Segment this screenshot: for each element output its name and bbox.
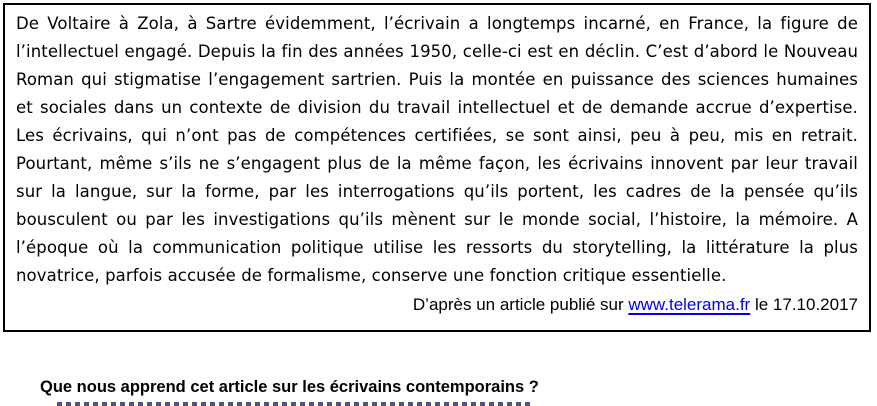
- attribution-suffix: le 17.10.2017: [750, 295, 858, 314]
- attribution-line: [16, 292, 858, 318]
- question-text: Que nous apprend cet article sur les écrivains contemporains ?: [40, 378, 539, 396]
- article-paragraph: De Voltaire à Zola, à Sartre évidemment, l’écrivain a longtemps incarné, en France, la figure de l’intellectuel engagé. Depuis la fin des années 1950, celle-ci est en déclin. C’est d’abord le Nouveau Roman qui stigmatise l’engagement sartrien. Puis la montée en puissance des sciences humaines et sociales dans un contexte de division du travail intellectuel et de demande accrue d’expertise. Les écrivains, qui n’ont pas de compétences certifiées, se sont ainsi, peu à peu, mis en retrait. Pourtant, même s’ils ne s’engagent plus de la même façon, les écrivains innovent par leur travail sur la langue, sur la forme, par les interrogations qu’ils portent, les cadres de la pensée qu’ils bousculent ou par les investigations qu’ils mènent sur le monde social, l’histoire, la mémoire. A l’époque où la communication politique utilise les ressorts du storytelling, la littérature la plus novatrice, parfois accusée de formalisme, conserve une fonction critique essentielle.: [16, 14, 858, 285]
- telerama-link[interactable]: www.telerama.fr: [628, 295, 751, 314]
- article-text-box: [3, 3, 871, 332]
- cutoff-text-sliver: [57, 402, 534, 406]
- attribution-prefix: D’après un article publié sur: [412, 295, 629, 314]
